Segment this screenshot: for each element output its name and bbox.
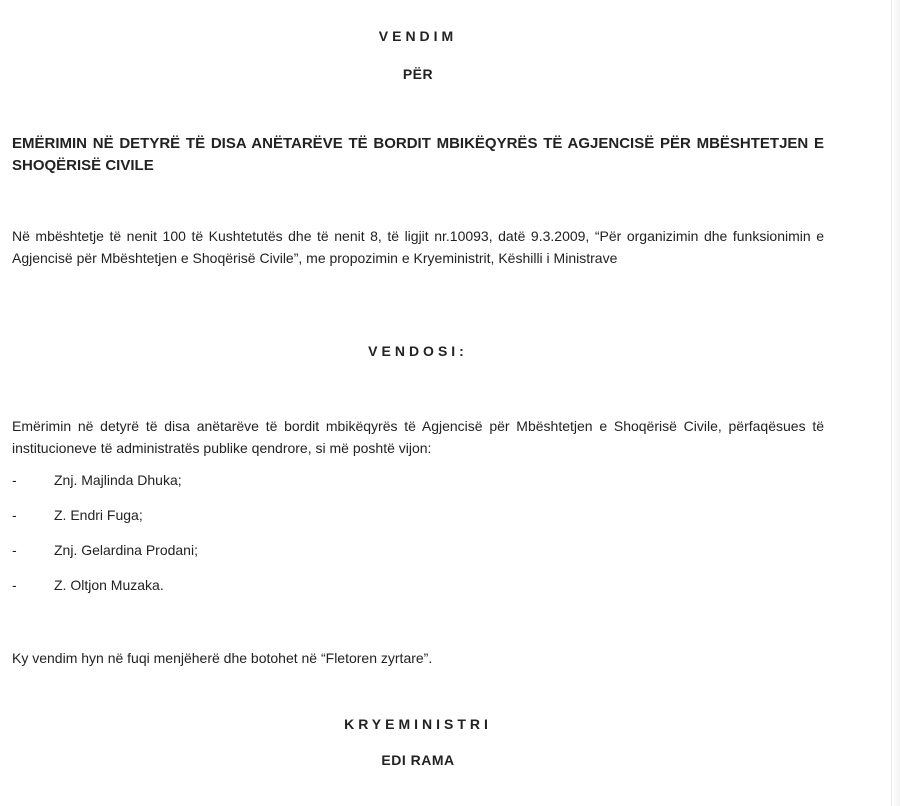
decision-heading-text: EMËRIMIN NË DETYRË TË DISA ANËTARËVE TË BORDIT MBIKËQYRËS TË AGJENCISË PËR MBËSHTETJEN E SHOQËRISË CIVILE — [12, 135, 824, 174]
signer-name: EDI RAMA — [381, 752, 455, 768]
appointee-name: Z. Oltjon Muzaka. — [54, 577, 164, 593]
appointee-name: Znj. Majlinda Dhuka; — [54, 472, 182, 488]
vendosi-heading: VENDOSI: — [368, 343, 468, 359]
preamble-paragraph: Në mbështetje të nenit 100 të Kushtetutës dhe të nenit 8, të ligjit nr.10093, datë 9.3.2009, “Për organizimin dhe funksionimin e Agjencisë për Mbështetjen e Shoqërisë Civile”, me propozimin e Kryeministrit, Këshilli i Ministrave — [12, 228, 824, 266]
document-subtitle: PËR — [402, 66, 434, 82]
list-dash: - — [12, 507, 17, 523]
page-edge — [891, 0, 900, 806]
list-dash: - — [12, 472, 17, 488]
document-title: VENDIM — [378, 28, 458, 44]
list-dash: - — [12, 542, 17, 558]
appointee-name: Z. Endri Fuga; — [54, 507, 143, 523]
signer-title: KRYEMINISTRI — [344, 716, 492, 732]
decision-paragraph: Emërimin në detyrë të disa anëtarëve të bordit mbikëqyrës të Agjencisë për Mbështetjen e Shoqërisë Civile, përfaqësues të institucioneve të administratës publike qendrore, si më poshtë vijon: — [12, 418, 824, 456]
closing-paragraph: Ky vendim hyn në fuqi menjëherë dhe botohet në “Fletoren zyrtare”. — [12, 650, 433, 666]
list-dash: - — [12, 577, 17, 593]
appointee-name: Znj. Gelardina Prodani; — [54, 542, 198, 558]
